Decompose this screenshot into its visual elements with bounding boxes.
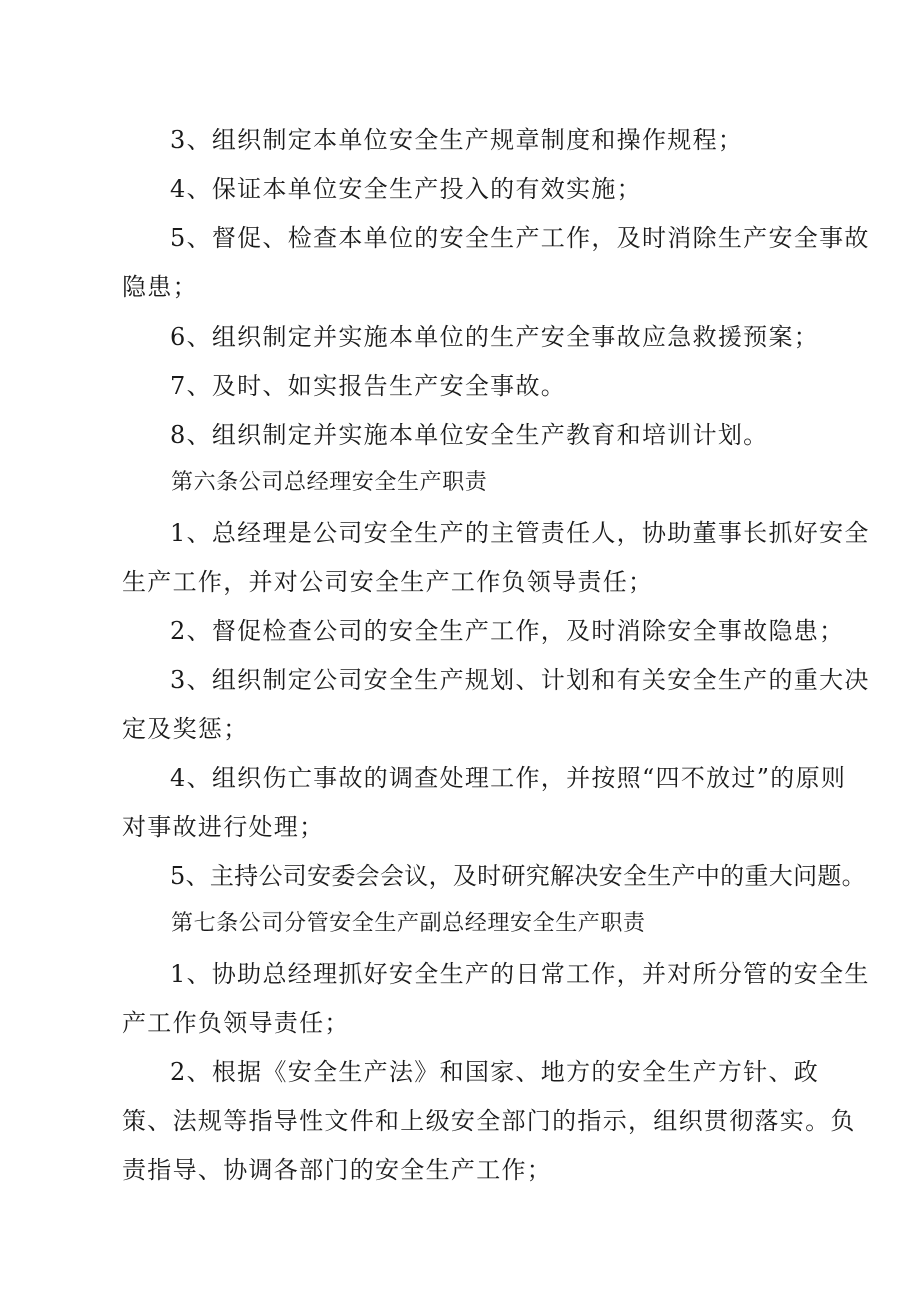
text-line: 产工作负领导责任； [122, 1009, 350, 1037]
text-line: 策、法规等指导性文件和上级安全部门的指示，组织贯彻落实。负 [122, 1107, 856, 1135]
text-line: 1、总经理是公司安全生产的主管责任人，协助董事长抓好安全 [170, 519, 870, 547]
text-line: 定及奖惩； [122, 715, 249, 743]
text-line: 4、组织伤亡事故的调查处理工作，并按照“四不放过”的原则 [170, 764, 847, 792]
section-heading: 第六条公司总经理安全生产职责 [171, 470, 488, 495]
text-line: 2、根据《安全生产法》和国家、地方的安全生产方针、政 [170, 1058, 820, 1086]
text-line: 3、组织制定本单位安全生产规章制度和操作规程； [170, 126, 744, 154]
section-heading: 第七条公司分管安全生产副总经理安全生产职责 [171, 911, 646, 936]
text-line: 8、组织制定并实施本单位安全生产教育和培训计划。 [170, 421, 769, 449]
text-line: 7、及时、如实报告生产安全事故。 [170, 372, 567, 400]
text-line: 5、主持公司安委会会议，及时研究解决安全生产中的重大问题。 [170, 862, 866, 890]
text-line: 2、督促检查公司的安全生产工作，及时消除安全事故隐患； [170, 617, 845, 645]
text-line: 对事故进行处理； [122, 813, 325, 841]
text-line: 隐患； [122, 273, 198, 301]
text-line: 3、组织制定公司安全生产规划、计划和有关安全生产的重大决 [170, 666, 870, 694]
text-line: 1、协助总经理抓好安全生产的日常工作，并对所分管的安全生 [170, 960, 870, 988]
text-line: 4、保证本单位安全生产投入的有效实施； [170, 175, 642, 203]
text-line: 6、组织制定并实施本单位的生产安全事故应急救援预案； [170, 323, 820, 351]
text-line: 5、督促、检查本单位的安全生产工作，及时消除生产安全事故 [170, 224, 870, 252]
text-line: 责指导、协调各部门的安全生产工作； [122, 1156, 553, 1184]
text-line: 生产工作，并对公司安全生产工作负领导责任； [122, 568, 654, 596]
